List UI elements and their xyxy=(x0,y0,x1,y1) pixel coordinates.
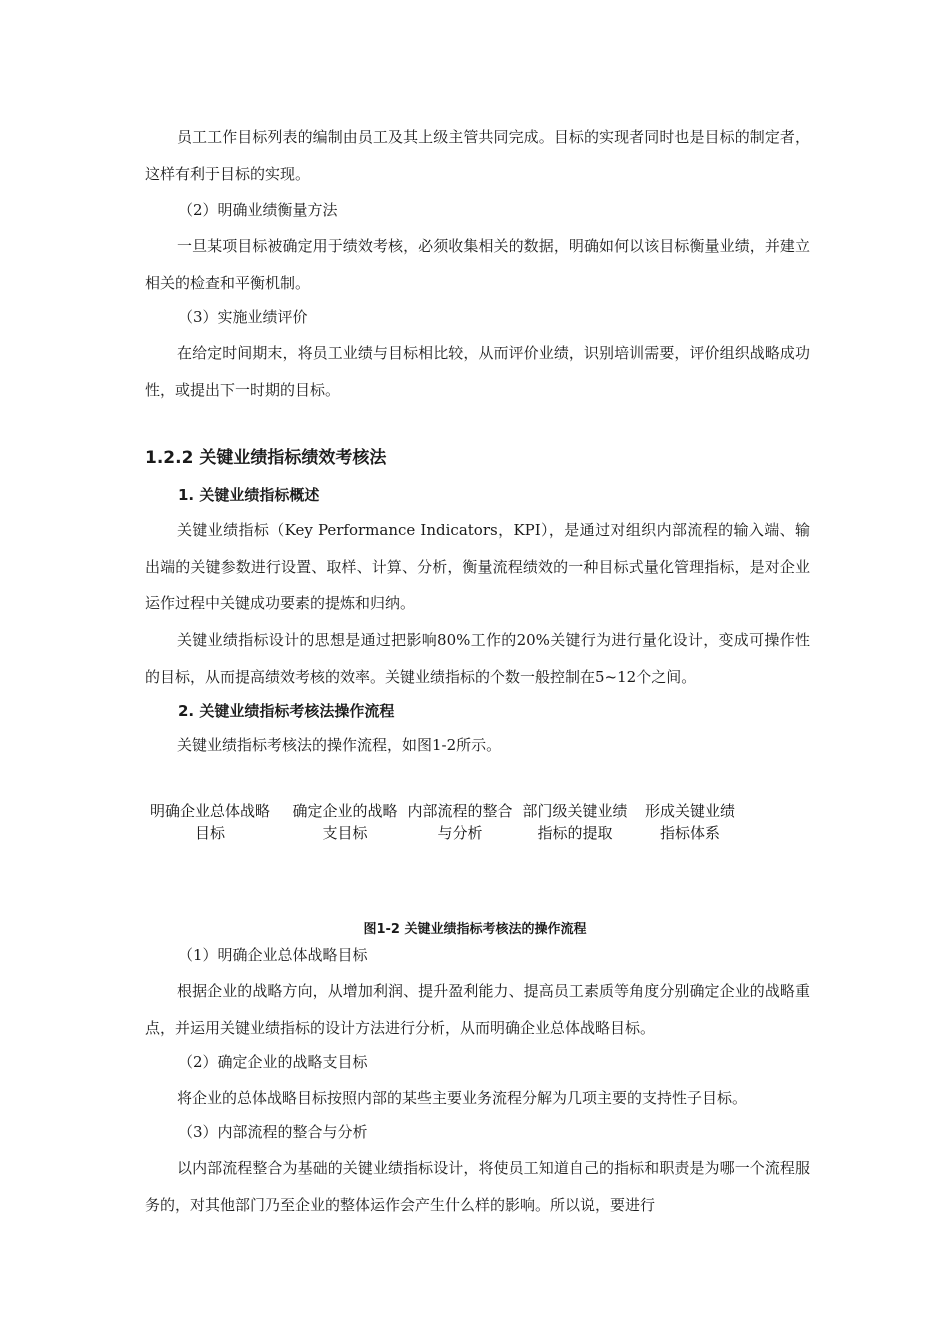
figure-caption: 图1-2 关键业绩指标考核法的操作流程 xyxy=(363,922,587,937)
section-title: 1.2.2 关键业绩指标绩效考核法 xyxy=(145,448,387,468)
subheading-sub-goals: （2）确定企业的战略支目标 xyxy=(178,1053,368,1071)
heading-kpi-process: 2. 关键业绩指标考核法操作流程 xyxy=(178,702,395,720)
paragraph-measure-method: 一旦某项目标被确定用于绩效考核，必须收集相关的数据，明确如何以该目标衡量业绩，并建立相关的检查和平衡机制。 xyxy=(145,237,810,292)
paragraph-process-integration: 以内部流程整合为基础的关键业绩指标设计，将使员工知道自己的指标和职责是为哪一个流程服务的，对其他部门乃至企业的整体运作会产生什么样的影响。所以说，要进行 xyxy=(145,1159,810,1214)
heading-kpi-overview: 1. 关键业绩指标概述 xyxy=(178,486,320,504)
subheading-evaluation: （3）实施业绩评价 xyxy=(178,308,308,326)
paragraph-evaluation: 在给定时间期末，将员工业绩与目标相比较，从而评价业绩，识别培训需要，评价组织战略成功性，或提出下一时期的目标。 xyxy=(145,344,810,399)
paragraph-goal-list: 员工工作目标列表的编制由员工及其上级主管共同完成。目标的实现者同时也是目标的制定者，这样有利于目标的实现。 xyxy=(145,128,810,183)
paragraph-kpi-process-intro: 关键业绩指标考核法的操作流程，如图1-2所示。 xyxy=(177,736,502,754)
flow-step-4: 部门级关键业绩指标的提取 xyxy=(522,802,628,842)
paragraph-sub-goals: 将企业的总体战略目标按照内部的某些主要业务流程分解为几项主要的支持性子目标。 xyxy=(177,1089,748,1107)
paragraph-overall-strategy: 根据企业的战略方向，从增加利润、提升盈利能力、提高员工素质等角度分别确定企业的战略重点，并运用关键业绩指标的设计方法进行分析，从而明确企业总体战略目标。 xyxy=(145,982,810,1037)
flow-step-5: 形成关键业绩指标体系 xyxy=(644,802,735,842)
paragraph-kpi-definition: 关键业绩指标（Key Performance Indicators，KPI），是通过对组织内部流程的输入端、输出端的关键参数进行设置、取样、计算、分析，衡量流程绩效的一种目标式量化管理指标，是对企业运作过程中关键成功要素的提炼和归纳。 xyxy=(145,521,810,612)
subheading-measure-method: （2）明确业绩衡量方法 xyxy=(178,201,338,219)
flow-step-1: 明确企业总体战略目标 xyxy=(150,802,271,842)
flow-step-3: 内部流程的整合与分析 xyxy=(407,802,513,842)
subheading-process-integration: （3）内部流程的整合与分析 xyxy=(178,1123,368,1141)
subheading-overall-strategy: （1）明确企业总体战略目标 xyxy=(178,946,368,964)
paragraph-kpi-design: 关键业绩指标设计的思想是通过把影响80%工作的20%关键行为进行量化设计，变成可操作性的目标，从而提高绩效考核的效率。关键业绩指标的个数一般控制在5~12个之间。 xyxy=(145,631,810,686)
flow-step-2: 确定企业的战略支目标 xyxy=(292,802,398,842)
